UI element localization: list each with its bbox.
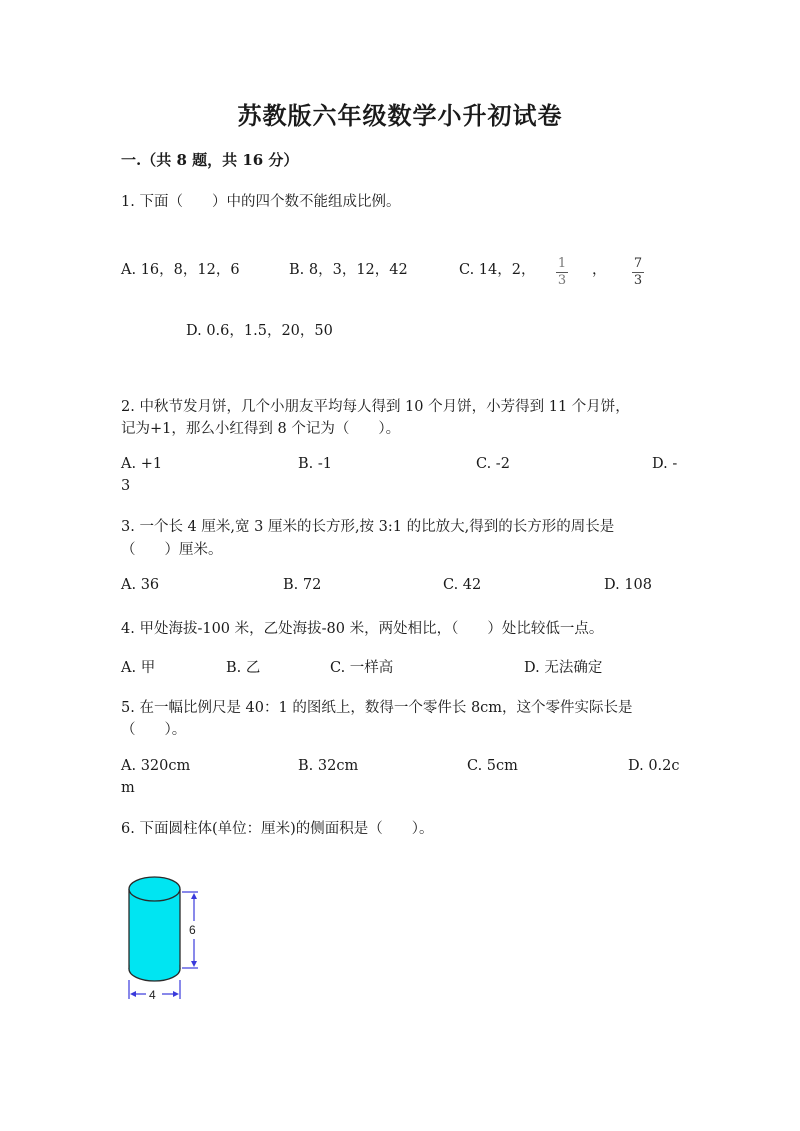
height-arrow-down xyxy=(191,961,197,967)
q1-stem: 1. 下面（ ）中的四个数不能组成比例。 xyxy=(121,194,401,210)
q6-stem: 6. 下面圆柱体(单位：厘米)的侧面积是（ ）。 xyxy=(121,821,434,837)
q5-option-c: C. 5cm xyxy=(467,758,518,774)
q3-option-c: C. 42 xyxy=(443,577,482,593)
fraction-numerator: 7 xyxy=(633,256,643,271)
fraction-denominator: 3 xyxy=(557,273,567,288)
q4-option-d: D. 无法确定 xyxy=(524,660,603,676)
q3-option-d: D. 108 xyxy=(604,577,653,593)
fraction-denominator: 3 xyxy=(633,273,643,288)
q5-option-d-wrap: m xyxy=(121,780,135,796)
q3-stem-line2: （ ）厘米。 xyxy=(121,542,223,558)
q4-option-a: A. 甲 xyxy=(121,660,156,676)
q2-stem-line1: 2. 中秋节发月饼，几个小朋友平均每人得到 10 个月饼，小芳得到 11 个月饼， xyxy=(121,399,630,415)
q3-option-b: B. 72 xyxy=(283,577,322,593)
q1-option-d: D. 0.6，1.5，20，50 xyxy=(186,323,333,339)
q1-option-c-fraction-1 xyxy=(556,252,568,288)
q2-option-c: C. -2 xyxy=(476,456,510,472)
q4-option-c: C. 一样高 xyxy=(330,660,394,676)
q4-option-b: B. 乙 xyxy=(226,660,261,676)
fraction-numerator: 1 xyxy=(557,256,567,271)
page-title: 苏教版六年级数学小升初试卷 xyxy=(237,101,563,130)
q4-stem: 4. 甲处海拔-100 米，乙处海拔-80 米，两处相比，（ ）处比较低一点。 xyxy=(121,621,604,637)
cylinder-top xyxy=(129,877,180,901)
q1-option-c-separator: ， xyxy=(592,262,607,278)
q1-option-b: B. 8，3，12，42 xyxy=(289,262,408,278)
height-arrow-up xyxy=(191,893,197,899)
q5-option-b: B. 32cm xyxy=(298,758,359,774)
section-heading: 一.（共 8 题，共 16 分） xyxy=(121,151,299,169)
cylinder-figure xyxy=(118,865,218,1005)
q2-option-a: A. +1 xyxy=(121,456,163,472)
q2-option-d-wrap: 3 xyxy=(121,478,131,494)
q5-option-a: A. 320cm xyxy=(121,758,191,774)
q5-stem-line1: 5. 在一幅比例尺是 40：1 的图纸上，数得一个零件长 8cm，这个零件实际长是 xyxy=(121,700,633,716)
q2-option-d: D. - xyxy=(652,456,678,472)
q1-option-c-fraction-2 xyxy=(632,252,644,288)
diameter-arrow-left xyxy=(130,991,136,997)
q5-stem-line2: （ ）。 xyxy=(121,722,187,738)
q5-option-d: D. 0.2c xyxy=(628,758,680,774)
q1-option-a: A. 16，8，12，6 xyxy=(121,262,240,278)
q2-stem-line2: 记为+1，那么小红得到 8 个记为（ ）。 xyxy=(121,421,401,437)
q3-stem-line1: 3. 一个长 4 厘米,宽 3 厘米的长方形,按 3:1 的比放大,得到的长方形的周长是 xyxy=(121,519,615,535)
q1-option-c: C. 14，2， xyxy=(459,262,536,278)
q3-option-a: A. 36 xyxy=(121,577,160,593)
height-label: 6 xyxy=(189,923,196,937)
diameter-label: 4 xyxy=(149,988,156,1002)
q2-option-b: B. -1 xyxy=(298,456,332,472)
diameter-arrow-right xyxy=(173,991,179,997)
